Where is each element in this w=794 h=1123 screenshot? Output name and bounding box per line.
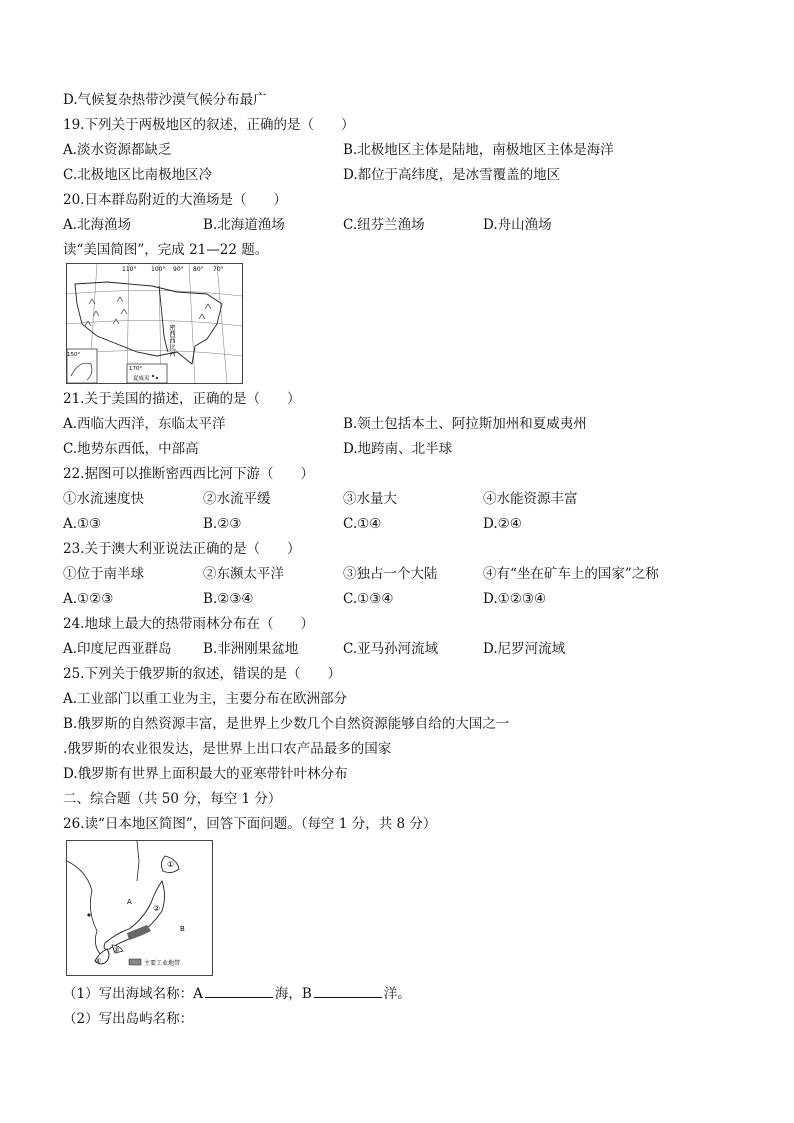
statement-22-1: ①水流速度快 <box>63 491 144 507</box>
usa-lon-90: 90° <box>173 266 184 273</box>
usa-lon-70: 70° <box>213 266 224 273</box>
q26-1-prefix: （1）写出海域名称：A <box>63 986 203 1002</box>
usa-hawaii-label: 夏威夷 <box>133 376 150 382</box>
option-25d: D.俄罗斯有世界上面积最大的亚寒带针叶林分布 <box>63 766 348 782</box>
statement-23-4: ④有“坐在矿车上的国家”之称 <box>483 566 659 582</box>
option-25a: A.工业部门以重工业为主，主要分布在欧洲部分 <box>63 691 348 707</box>
option-19b: B.北极地区主体是陆地，南极地区主体是海洋 <box>343 142 614 158</box>
question-20: 20.日本群岛附近的大渔场是（ ） <box>63 192 287 208</box>
question-25: 25.下列关于俄罗斯的叙述，错误的是（ ） <box>63 666 341 682</box>
japan-map-figure <box>66 840 213 976</box>
answer-blank-a[interactable] <box>205 985 273 998</box>
question-26-part-2: （2）写出岛屿名称： <box>63 1011 194 1027</box>
option-23b: B.②③④ <box>203 591 254 607</box>
answer-blank-b[interactable] <box>314 985 382 998</box>
option-21a: A.西临大西洋，东临太平洋 <box>63 416 226 432</box>
usa-lon-80: 80° <box>193 266 204 273</box>
option-20d: D.舟山渔场 <box>483 217 552 233</box>
q26-1-middle: 海，B <box>274 986 312 1002</box>
option-19a: A.淡水资源都缺乏 <box>63 142 172 158</box>
option-25c: .俄罗斯的农业很发达，是世界上出口农产品最多的国家 <box>63 741 392 757</box>
option-22c: C.①④ <box>343 516 382 532</box>
option-20c: C.纽芬兰渔场 <box>343 217 425 233</box>
question-26: 26.读“日本地区简图”，回答下面问题。（每空 1 分，共 8 分） <box>63 816 437 832</box>
question-19: 19.下列关于两极地区的叙述，正确的是（ ） <box>63 117 355 133</box>
option-21d: D.地跨南、北半球 <box>343 441 453 457</box>
statement-22-4: ④水能资源丰富 <box>483 491 578 507</box>
usa-map-drawing <box>67 264 242 383</box>
option-24b: B.非洲刚果盆地 <box>203 641 299 657</box>
option-19d: D.都位于高纬度，是冰雪覆盖的地区 <box>343 167 561 183</box>
japan-island-2: ② <box>153 904 161 913</box>
usa-lon-110: 110° <box>122 266 137 273</box>
question-21: 21.关于美国的描述，正确的是（ ） <box>63 391 301 407</box>
statement-22-3: ③水量大 <box>343 491 397 507</box>
option-22a: A.①③ <box>63 516 102 532</box>
section-2-heading: 二、综合题（共 50 分，每空 1 分） <box>63 791 282 807</box>
option-23c: C.①③④ <box>343 591 394 607</box>
option-24a: A.印度尼西亚群岛 <box>63 641 172 657</box>
japan-island-4: ④ <box>95 957 102 965</box>
option-25b: B.俄罗斯的自然资源丰富，是世界上少数几个自然资源能够自给的大国之一 <box>63 716 510 732</box>
option-23d: D.①②③④ <box>483 591 547 607</box>
option-20a: A.北海渔场 <box>63 217 132 233</box>
q26-1-suffix: 洋。 <box>383 986 411 1002</box>
option-22d: D.②④ <box>483 516 522 532</box>
option-21b: B.领土包括本土、阿拉斯加州和夏威夷州 <box>343 416 587 432</box>
question-22: 22.据图可以推断密西西比河下游（ ） <box>63 466 314 482</box>
usa-river-label: 密西西比河 <box>168 324 176 357</box>
statement-22-2: ②水流平缓 <box>203 491 271 507</box>
option-22b: B.②③ <box>203 516 242 532</box>
japan-island-1: ① <box>167 860 175 869</box>
option-23a: A.①②③ <box>63 591 114 607</box>
statement-23-3: ③独占一个大陆 <box>343 566 438 582</box>
usa-map-figure <box>66 263 243 384</box>
line-q18d: D.气候复杂热带沙漠气候分布最广 <box>63 92 267 108</box>
japan-island-3: ③ <box>113 946 120 954</box>
option-24d: D.尼罗河流域 <box>483 641 566 657</box>
read-instruction-usa: 读“美国简图”，完成 21—22 题。 <box>63 242 269 258</box>
japan-map-drawing <box>67 841 212 975</box>
usa-inset-lon-170: 170° <box>129 366 143 372</box>
option-20b: B.北海道渔场 <box>203 217 285 233</box>
option-21c: C.地势东西低，中部高 <box>63 441 199 457</box>
question-24: 24.地球上最大的热带雨林分布在（ ） <box>63 616 314 632</box>
usa-lon-100: 100° <box>151 266 166 273</box>
question-23: 23.关于澳大利亚说法正确的是（ ） <box>63 541 301 557</box>
statement-23-1: ①位于南半球 <box>63 566 144 582</box>
japan-ocean-label-b: B <box>180 925 185 933</box>
statement-23-2: ②东濒太平洋 <box>203 566 284 582</box>
japan-sea-label-a: A <box>127 898 132 906</box>
option-24c: C.亚马孙河流域 <box>343 641 439 657</box>
option-19c: C.北极地区比南极地区冷 <box>63 167 213 183</box>
question-26-part-1 <box>63 985 411 1003</box>
usa-inset-lon-150: 150° <box>67 352 81 358</box>
japan-legend-label: 主要工业地带 <box>144 960 181 967</box>
